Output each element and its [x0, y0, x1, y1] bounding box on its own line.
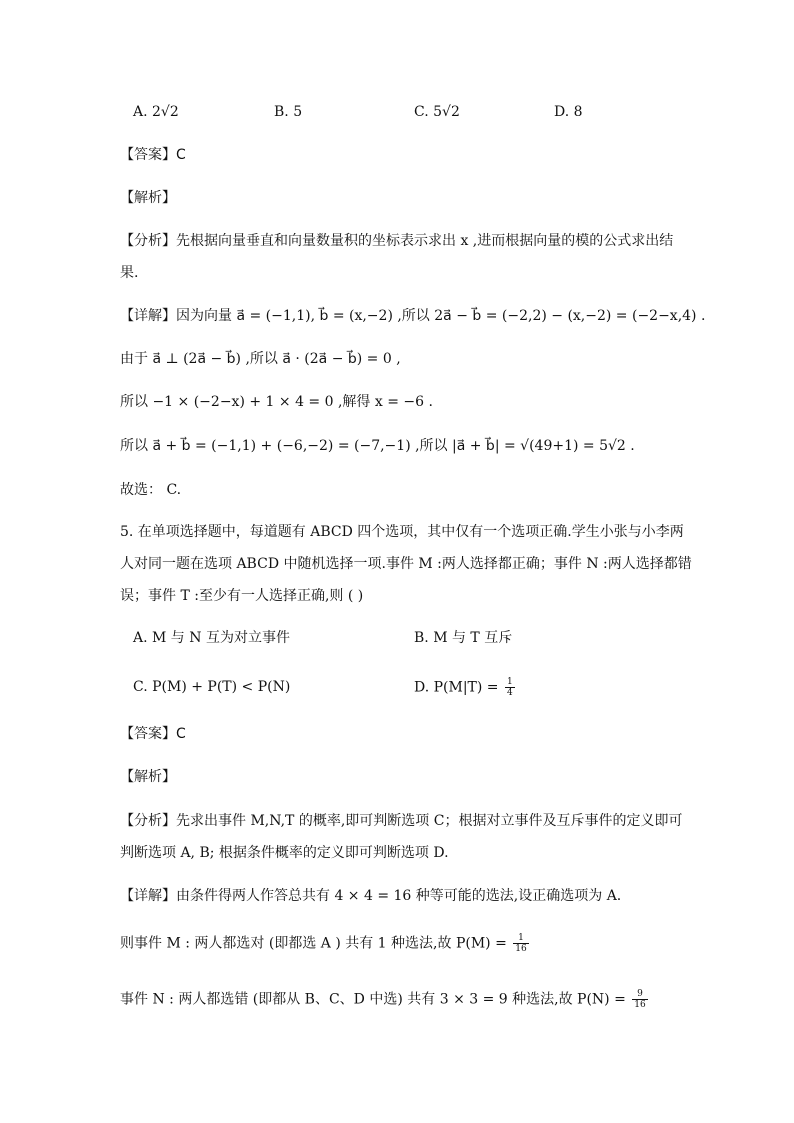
- q4-answer: 【答案】C: [120, 147, 186, 163]
- q4-option-a: A. 2√2: [133, 104, 179, 120]
- q5-option-d-text: D. P(M|T) =: [414, 679, 499, 696]
- q5-option-a: A. M 与 N 互为对立事件: [133, 630, 290, 646]
- q5-option-d: [414, 677, 517, 698]
- q5-analysis-line-2: 判断选项 A, B; 根据条件概率的定义即可判断选项 D.: [120, 845, 449, 861]
- q5-detail-line-3-text: 事件 N : 两人都选错 (即都从 B、C、D 中选) 共有 3 × 3 = 9 种选法,故 P(N) =: [120, 991, 626, 1008]
- q4-detail-line-4: 所以 a⃗ + b⃗ = (−1,1) + (−6,−2) = (−7,−1) ,所以 |a⃗ + b⃗| = √(49+1) = 5√2 .: [120, 438, 635, 454]
- q5-option-c: C. P(M) + P(T) < P(N): [133, 679, 291, 695]
- q5-analysis-line-1: 【分析】先求出事件 M,N,T 的概率,即可判断选项 C；根据对立事件及互斥事件的定义即可: [120, 813, 683, 829]
- q5-detail-line-3-fraction: $\frac{9}{16}$: [634, 989, 646, 1010]
- q5-option-b: B. M 与 T 互斥: [414, 630, 513, 646]
- q4-detail-line-3: 所以 −1 × (−2−x) + 1 × 4 = 0 ,解得 x = −6 .: [120, 394, 433, 410]
- q5-answer: 【答案】C: [120, 726, 186, 742]
- q5-analysis-heading: 【解析】: [120, 769, 176, 785]
- q4-analysis-heading: 【解析】: [120, 190, 176, 206]
- q4-option-b: B. 5: [274, 104, 303, 120]
- q4-analysis-line-2: 果.: [120, 265, 139, 281]
- q4-detail-line-1: 【详解】因为向量 a⃗ = (−1,1), b⃗ = (x,−2) ,所以 2a⃗ − b⃗ = (−2,2) − (x,−2) = (−2−x,4) .: [120, 308, 706, 324]
- q4-option-c: C. 5√2: [414, 104, 460, 120]
- q5-detail-line-3: [120, 989, 650, 1010]
- q5-stem-line-1: 5. 在单项选择题中，每道题有 ABCD 四个选项，其中仅有一个选项正确.学生小张与小李两: [120, 524, 684, 540]
- q5-option-d-fraction: $\frac{1}{4}$: [507, 677, 513, 698]
- q4-option-d: D. 8: [554, 104, 583, 120]
- q4-analysis-line-1: 【分析】先根据向量垂直和向量数量积的坐标表示求出 x ,进而根据向量的模的公式求出结: [120, 233, 674, 249]
- q5-stem-line-2: 人对同一题在选项 ABCD 中随机选择一项.事件 M :两人选择都正确；事件 N :两人选择都错: [120, 556, 692, 572]
- q4-choose: 故选： C.: [120, 482, 182, 498]
- q5-detail-line-1: 【详解】由条件得两人作答总共有 4 × 4 = 16 种等可能的选法,设正确选项为 A.: [120, 888, 622, 904]
- q4-detail-line-2: 由于 a⃗ ⊥ (2a⃗ − b⃗) ,所以 a⃗ · (2a⃗ − b⃗) = 0 ,: [120, 351, 401, 367]
- q5-stem-line-3: 误；事件 T :至少有一人选择正确,则 ( ): [120, 588, 364, 604]
- q5-detail-line-2: [120, 933, 531, 954]
- q5-detail-line-2-fraction: $\frac{1}{16}$: [515, 933, 527, 954]
- q5-detail-line-2-text: 则事件 M : 两人都选对 (即都选 A ) 共有 1 种选法,故 P(M) =: [120, 935, 507, 952]
